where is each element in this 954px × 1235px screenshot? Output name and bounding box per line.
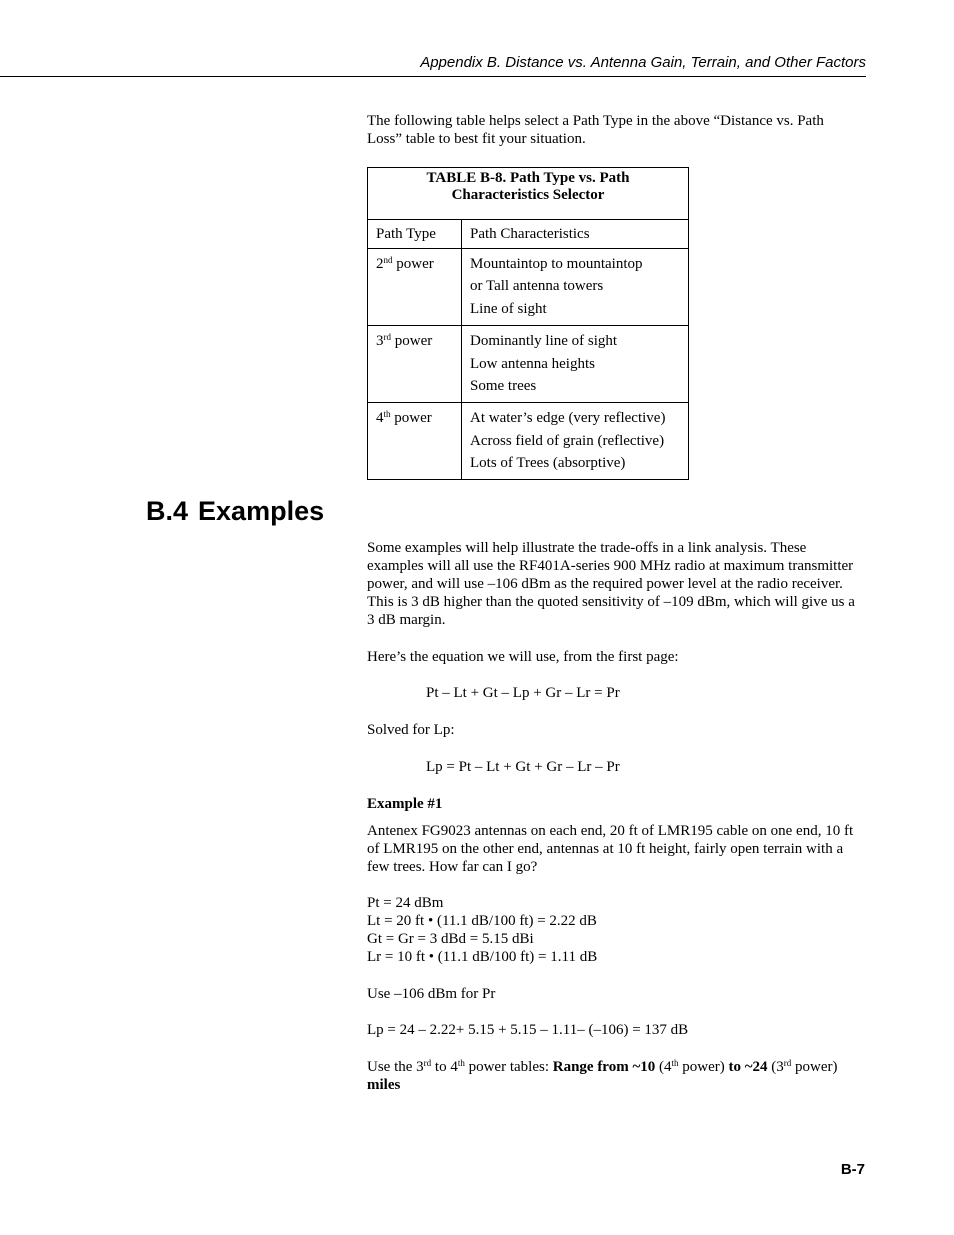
value-gt-gr: Gt = Gr = 3 dBd = 5.15 dBi — [367, 931, 534, 947]
example-conclusion: Use the 3rd to 4th power tables: Range from ~10 (4th power) to ~24 (3rd power) miles — [367, 1058, 838, 1093]
value-pt: Pt = 24 dBm — [367, 895, 444, 911]
column-header-path-characteristics: Path Characteristics — [462, 220, 689, 249]
path-type-table — [367, 167, 689, 480]
path-characteristics-cell: At water’s edge (very reflective) Across field of grain (reflective) Lots of Trees (absorptive) — [462, 402, 689, 479]
path-type-cell: 3rd power — [368, 325, 462, 402]
examples-intro: Some examples will help illustrate the trade-offs in a link analysis. These examples will all use the RF401A-series 900 MHz radio at maximum transmitter power, and will use –106 dBm as the required power level at the radio receiver. This is 3 dB higher than the quoted sensitivity of –109 dBm, which will give us a 3 dB margin. — [367, 540, 855, 628]
path-type-cell: 4th power — [368, 402, 462, 479]
value-lt: Lt = 20 ft • (11.1 dB/100 ft) = 2.22 dB — [367, 913, 597, 929]
equation: Pt – Lt + Gt – Lp + Gr – Lr = Pr — [426, 685, 620, 701]
pr-note: Use –106 dBm for Pr — [367, 986, 496, 1002]
column-header-path-type: Path Type — [368, 220, 462, 249]
page-number: B-7 — [840, 1161, 865, 1178]
solved-equation: Lp = Pt – Lt + Gt + Gr – Lr – Pr — [426, 759, 620, 775]
table-header-row — [368, 220, 689, 249]
example-heading: Example #1 — [367, 796, 443, 812]
running-header: Appendix B. Distance vs. Antenna Gain, Terrain, and Other Factors — [420, 54, 866, 71]
value-lr: Lr = 10 ft • (11.1 dB/100 ft) = 1.11 dB — [367, 949, 598, 965]
solved-label: Solved for Lp: — [367, 722, 455, 738]
path-type-cell: 2nd power — [368, 248, 462, 325]
path-characteristics-cell: Dominantly line of sight Low antenna heights Some trees — [462, 325, 689, 402]
table-caption — [368, 168, 689, 220]
section-heading — [146, 496, 324, 527]
table-row — [368, 325, 689, 402]
section-title: Examples — [198, 496, 325, 526]
intro-paragraph — [367, 112, 857, 148]
table-caption-line1: TABLE B-8. Path Type vs. Path — [426, 170, 630, 186]
table-row — [368, 248, 689, 325]
lp-calculation: Lp = 24 – 2.22+ 5.15 + 5.15 – 1.11– (–106) = 137 dB — [367, 1022, 689, 1038]
section-number: B.4 — [146, 496, 189, 526]
table-caption-line2: Characteristics Selector — [451, 187, 605, 203]
header-rule — [0, 76, 866, 77]
intro-text: The following table helps select a Path Type in the above “Distance vs. Path Loss” table to best fit your situation. — [367, 113, 824, 147]
path-characteristics-cell: Mountaintop to mountaintop or Tall antenna towers Line of sight — [462, 248, 689, 325]
example-values — [367, 894, 857, 966]
table-row — [368, 402, 689, 479]
example-description: Antenex FG9023 antennas on each end, 20 ft of LMR195 cable on one end, 10 ft of LMR195 on the other end, antennas at 10 ft height, fairly open terrain with a few trees. How far can I go? — [367, 823, 854, 875]
equation-intro: Here’s the equation we will use, from the first page: — [367, 649, 679, 665]
